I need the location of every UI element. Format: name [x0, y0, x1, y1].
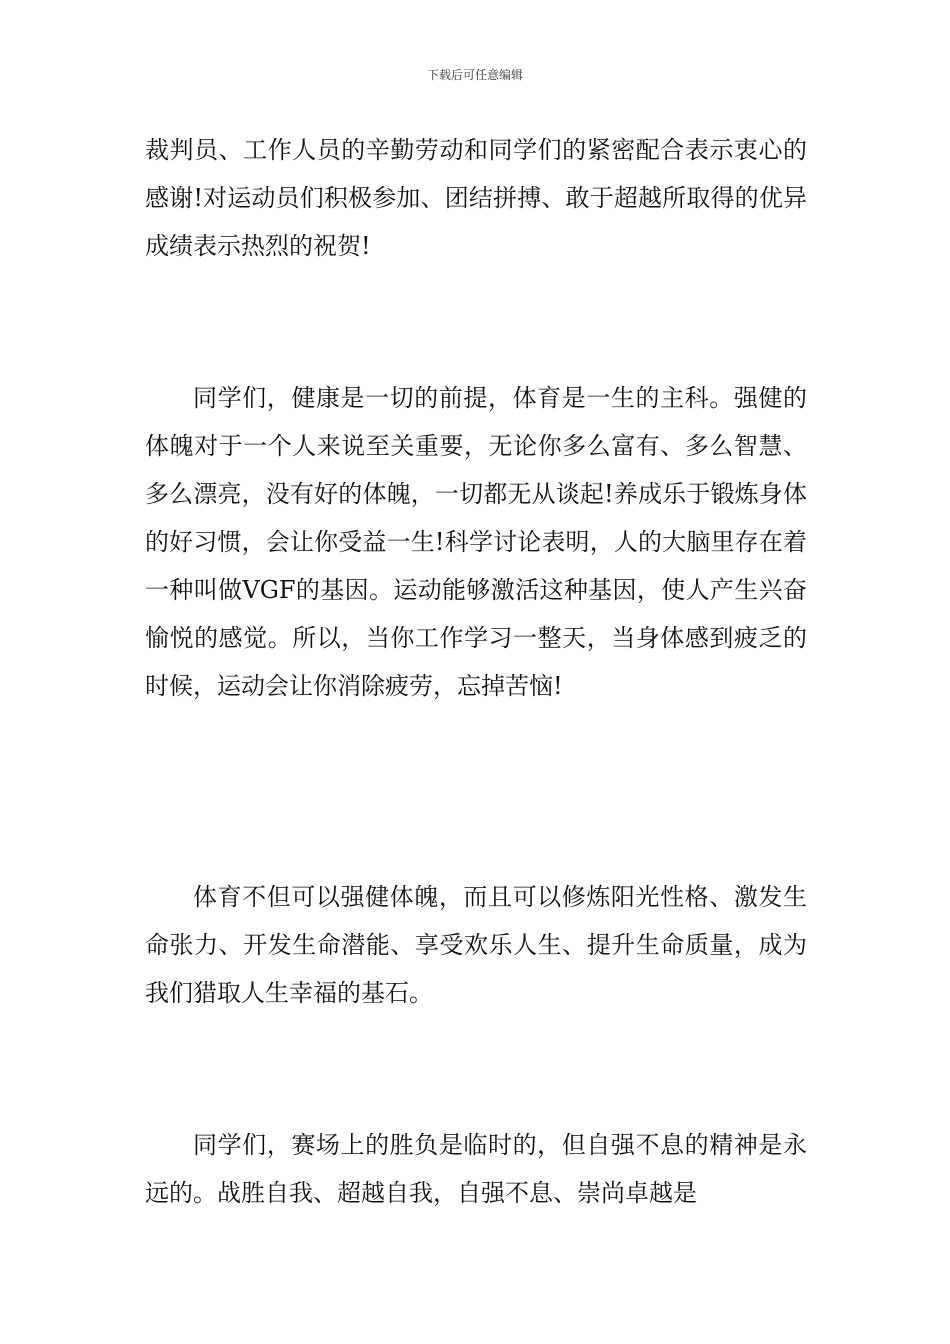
paragraph-1: 裁判员、工作人员的辛勤劳动和同学们的紧密配合表示衷心的感谢!对运动员们积极参加、团结拼搏、敢于超越所取得的优异成绩表示热烈的祝贺! — [145, 136, 807, 260]
paragraph-2: 同学们，健康是一切的前提，体育是一生的主科。强健的体魄对于一个人来说至关重要，无论你多么富有、多么智慧、多么漂亮，没有好的体魄，一切都无从谈起!养成乐于锻炼身体的好习惯，会让你受益一生!科学讨论表明，人的大脑里存在着一种叫做VGF的基因。运动能够激活这种基因，使人产生兴奋愉悦的感觉。所以，当你工作学习一整天，当身体感到疲乏的时候，运动会让你消除疲劳，忘掉苦恼! — [145, 384, 807, 700]
paragraph-3: 体育不但可以强健体魄，而且可以修炼阳光性格、激发生命张力、开发生命潜能、享受欢乐人生、提升生命质量，成为我们猎取人生幸福的基石。 — [145, 883, 807, 1007]
page-header: 下载后可任意编辑 — [426, 68, 523, 82]
paragraph-4: 同学们，赛场上的胜负是临时的，但自强不息的精神是永远的。战胜自我、超越自我，自强不息、崇尚卓越是 — [145, 1131, 807, 1207]
